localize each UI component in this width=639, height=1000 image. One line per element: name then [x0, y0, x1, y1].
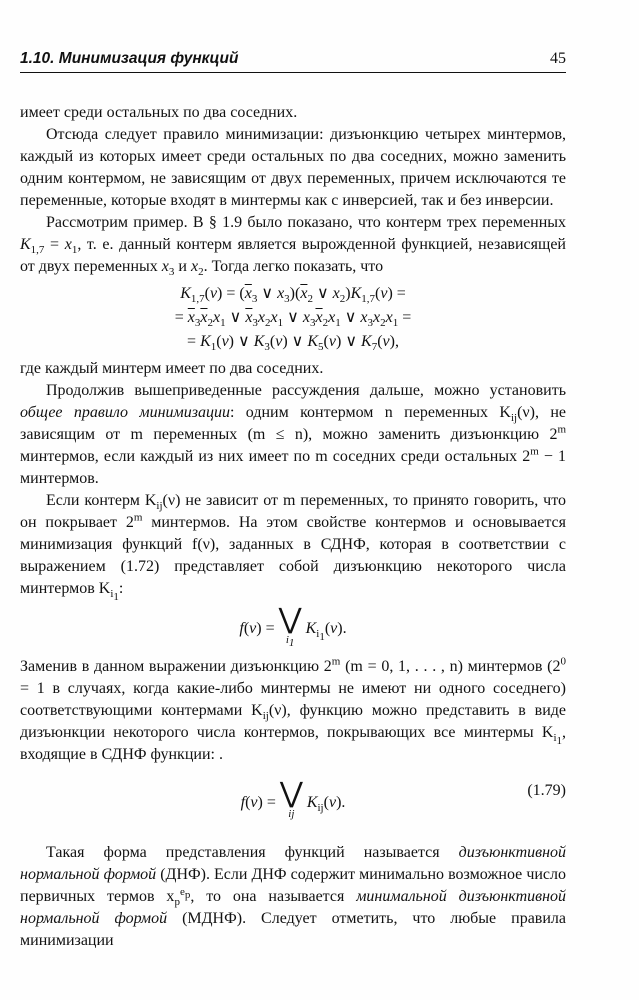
paragraph-3: Рассмотрим пример. В § 1.9 было показано, что контерм трех переменных $K_{1,7} = x_1$, т. е. данный контерм является вырожденной функцией, независящей от двух переменных $x_3$ и $x_2$. Тогда легко показать, что	[20, 214, 566, 279]
paragraph-1: имеет среди остальных по два соседних.	[20, 104, 298, 121]
paragraph-2: Отсюда следует правило минимизации: дизъюнкцию четырех минтермов, каждый из которых имеет среди остальных по два соседних, можно заменить одним контермом, не зависящим от двух переменных, причем исключаются те переменные, которые входят в минтермы как с инверсией, так и без инверсии.	[20, 126, 566, 209]
paragraph-5: Продолжив вышеприведенные рассуждения дальше, можно установить общее правило минимизации: одним контермом n переменных $K_{ij}(\nu)$, не зависящим от m переменных (m ≤ n), можно заменить дизъюнкцию 2$^m$ минтермов, если каждый из них имеет по m соседних среди остальных $2^m - 1$ минтермов.	[20, 382, 567, 487]
equation-f-minterms: f(ν) = ⋁ $i_1$ $K_{i_1}(\nu)$.	[239, 604, 347, 650]
paragraph-7: Заменив в данном выражении дизъюнкцию 2$^m$ (m = 0, 1, . . . , n) минтермов ($2^0 = 1$ в случаях, когда какие-либо минтермы не имеют ни одного соседнего) соответствующими контермами $K_{ij}(\nu)$, функцию можно представить в виде дизъюнкции некоторого числа контермов, покрывающих все минтермы $K_{i_1}$, входящие в СДНФ функции: .	[20, 655, 567, 763]
section-title: 1.10. Минимизация функций	[20, 50, 239, 67]
equation-1-79: f(ν) = ⋁ ij $K_{ij}(\nu)$. (1.79)	[240, 778, 566, 820]
paragraph-6: Если контерм $K_{ij}(\nu)$ не зависит от m переменных, то принято говорить, что он покрывает 2$^m$ минтермов. На этом свойстве контермов и основывается минимизация функций f(ν), заданных в СДНФ, которая в соответствии с выражением (1.72) представляет собой дизъюнкцию некоторого числа минтермов $K_{i_1}$:	[20, 492, 567, 604]
equation-number: (1.79)	[527, 782, 566, 799]
page-body	[20, 102, 566, 952]
page-number: 45	[550, 50, 566, 67]
paragraph-4: где каждый минтерм имеет по два соседних.	[20, 360, 324, 377]
running-header	[20, 46, 566, 73]
paragraph-8: Такая форма представления функций называется дизъюнктивной нормальной формой (ДНФ). Если ДНФ содержит минимально возможное число первичных термов $x_p^{e_p}$, то она называется минимальной дизъюнктивной нормальной формой (МДНФ). Следует отметить, что любые правила минимизации	[20, 844, 567, 949]
equation-k17: $K_{1,7}(\nu) = (\overline{x}_3$ ∨ $x_3)(\overline{x}_2$ ∨ $x_2)K_{1,7}(\nu)$ = = $\overline{x}_3\overline{x}_2x_1$ ∨ $\overline{x}_3x_2x_1$ ∨ $x_3\overline{x}_2x_1$ ∨ $x_3x_2x_1$ = = $K_1(\nu)$ ∨ $K_3(\nu)$ ∨ $K_5(\nu)$ ∨ $K_7(\nu)$,	[174, 285, 412, 354]
